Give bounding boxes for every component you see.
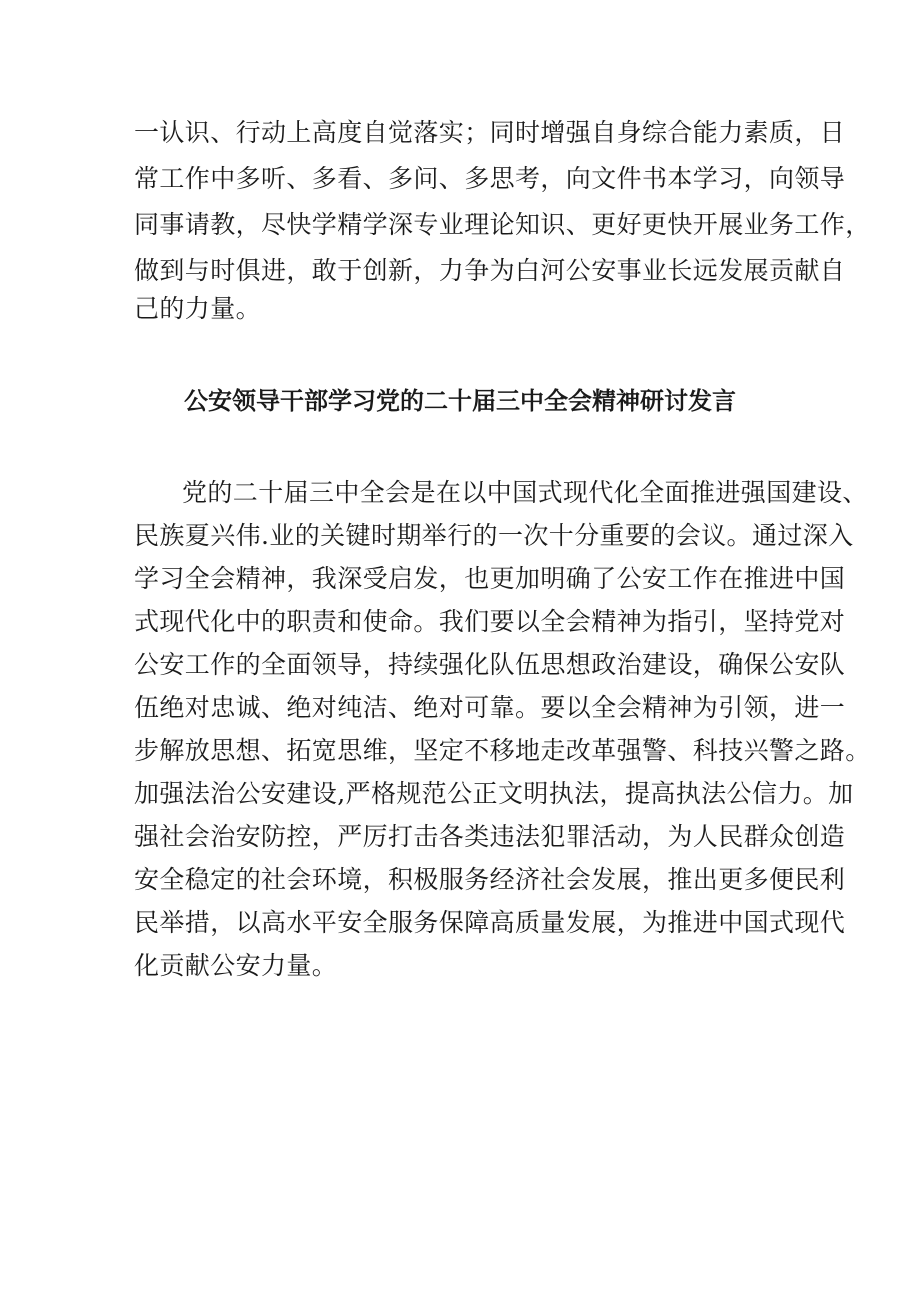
paragraph-line: 常工作中多听、多看、多问、多思考，向文件书本学习，向领导 [134, 164, 846, 193]
paragraph-line: 一认识、行动上高度自觉落实；同时增强自身综合能力素质，日 [134, 118, 846, 147]
section-title: 公安领导干部学习党的二十届三中全会精神研讨发言 [184, 387, 736, 415]
paragraph-line: 学习全会精神，我深受启发，也更加明确了公安工作在推进中国 [134, 564, 846, 593]
paragraph-line: 化贡献公安力量。 [134, 951, 338, 980]
paragraph-line: 公安工作的全面领导，持续强化队伍思想政治建设，确保公安队 [134, 650, 846, 679]
paragraph-line: 党的二十届三中全会是在以中国式现代化全面推进强国建设、 [182, 478, 868, 507]
paragraph-line: 民举措，以高水平安全服务保障高质量发展，为推进中国式现代 [134, 908, 846, 937]
paragraph-line: 安全稳定的社会环境，积极服务经济社会发展，推出更多便民利 [134, 865, 846, 894]
paragraph-line: 做到与时俱进，敢于创新，力争为白河公安事业长远发展贡献自 [134, 256, 846, 285]
paragraph-line: 己的力量。 [134, 294, 262, 323]
paragraph-line: 伍绝对忠诚、绝对纯洁、绝对可靠。要以全会精神为引领，进一 [134, 693, 846, 722]
paragraph-line: 式现代化中的职责和使命。我们要以全会精神为指引，坚持党对 [134, 607, 846, 636]
paragraph-line: 同事请教，尽快学精学深专业理论知识、更好更快开展业务工作， [134, 210, 871, 239]
paragraph-line: 民族夏兴伟.业的关键时期举行的一次十分重要的会议。通过深入 [134, 521, 854, 550]
paragraph-line: 步解放思想、拓宽思维，坚定不移地走改革强警、科技兴警之路。 [134, 736, 871, 765]
paragraph-line: 加强法治公安建设,严格规范公正文明执法，提高执法公信力。加 [134, 779, 854, 808]
paragraph-line: 强社会治安防控，严厉打击各类违法犯罪活动，为人民群众创造 [134, 822, 846, 851]
